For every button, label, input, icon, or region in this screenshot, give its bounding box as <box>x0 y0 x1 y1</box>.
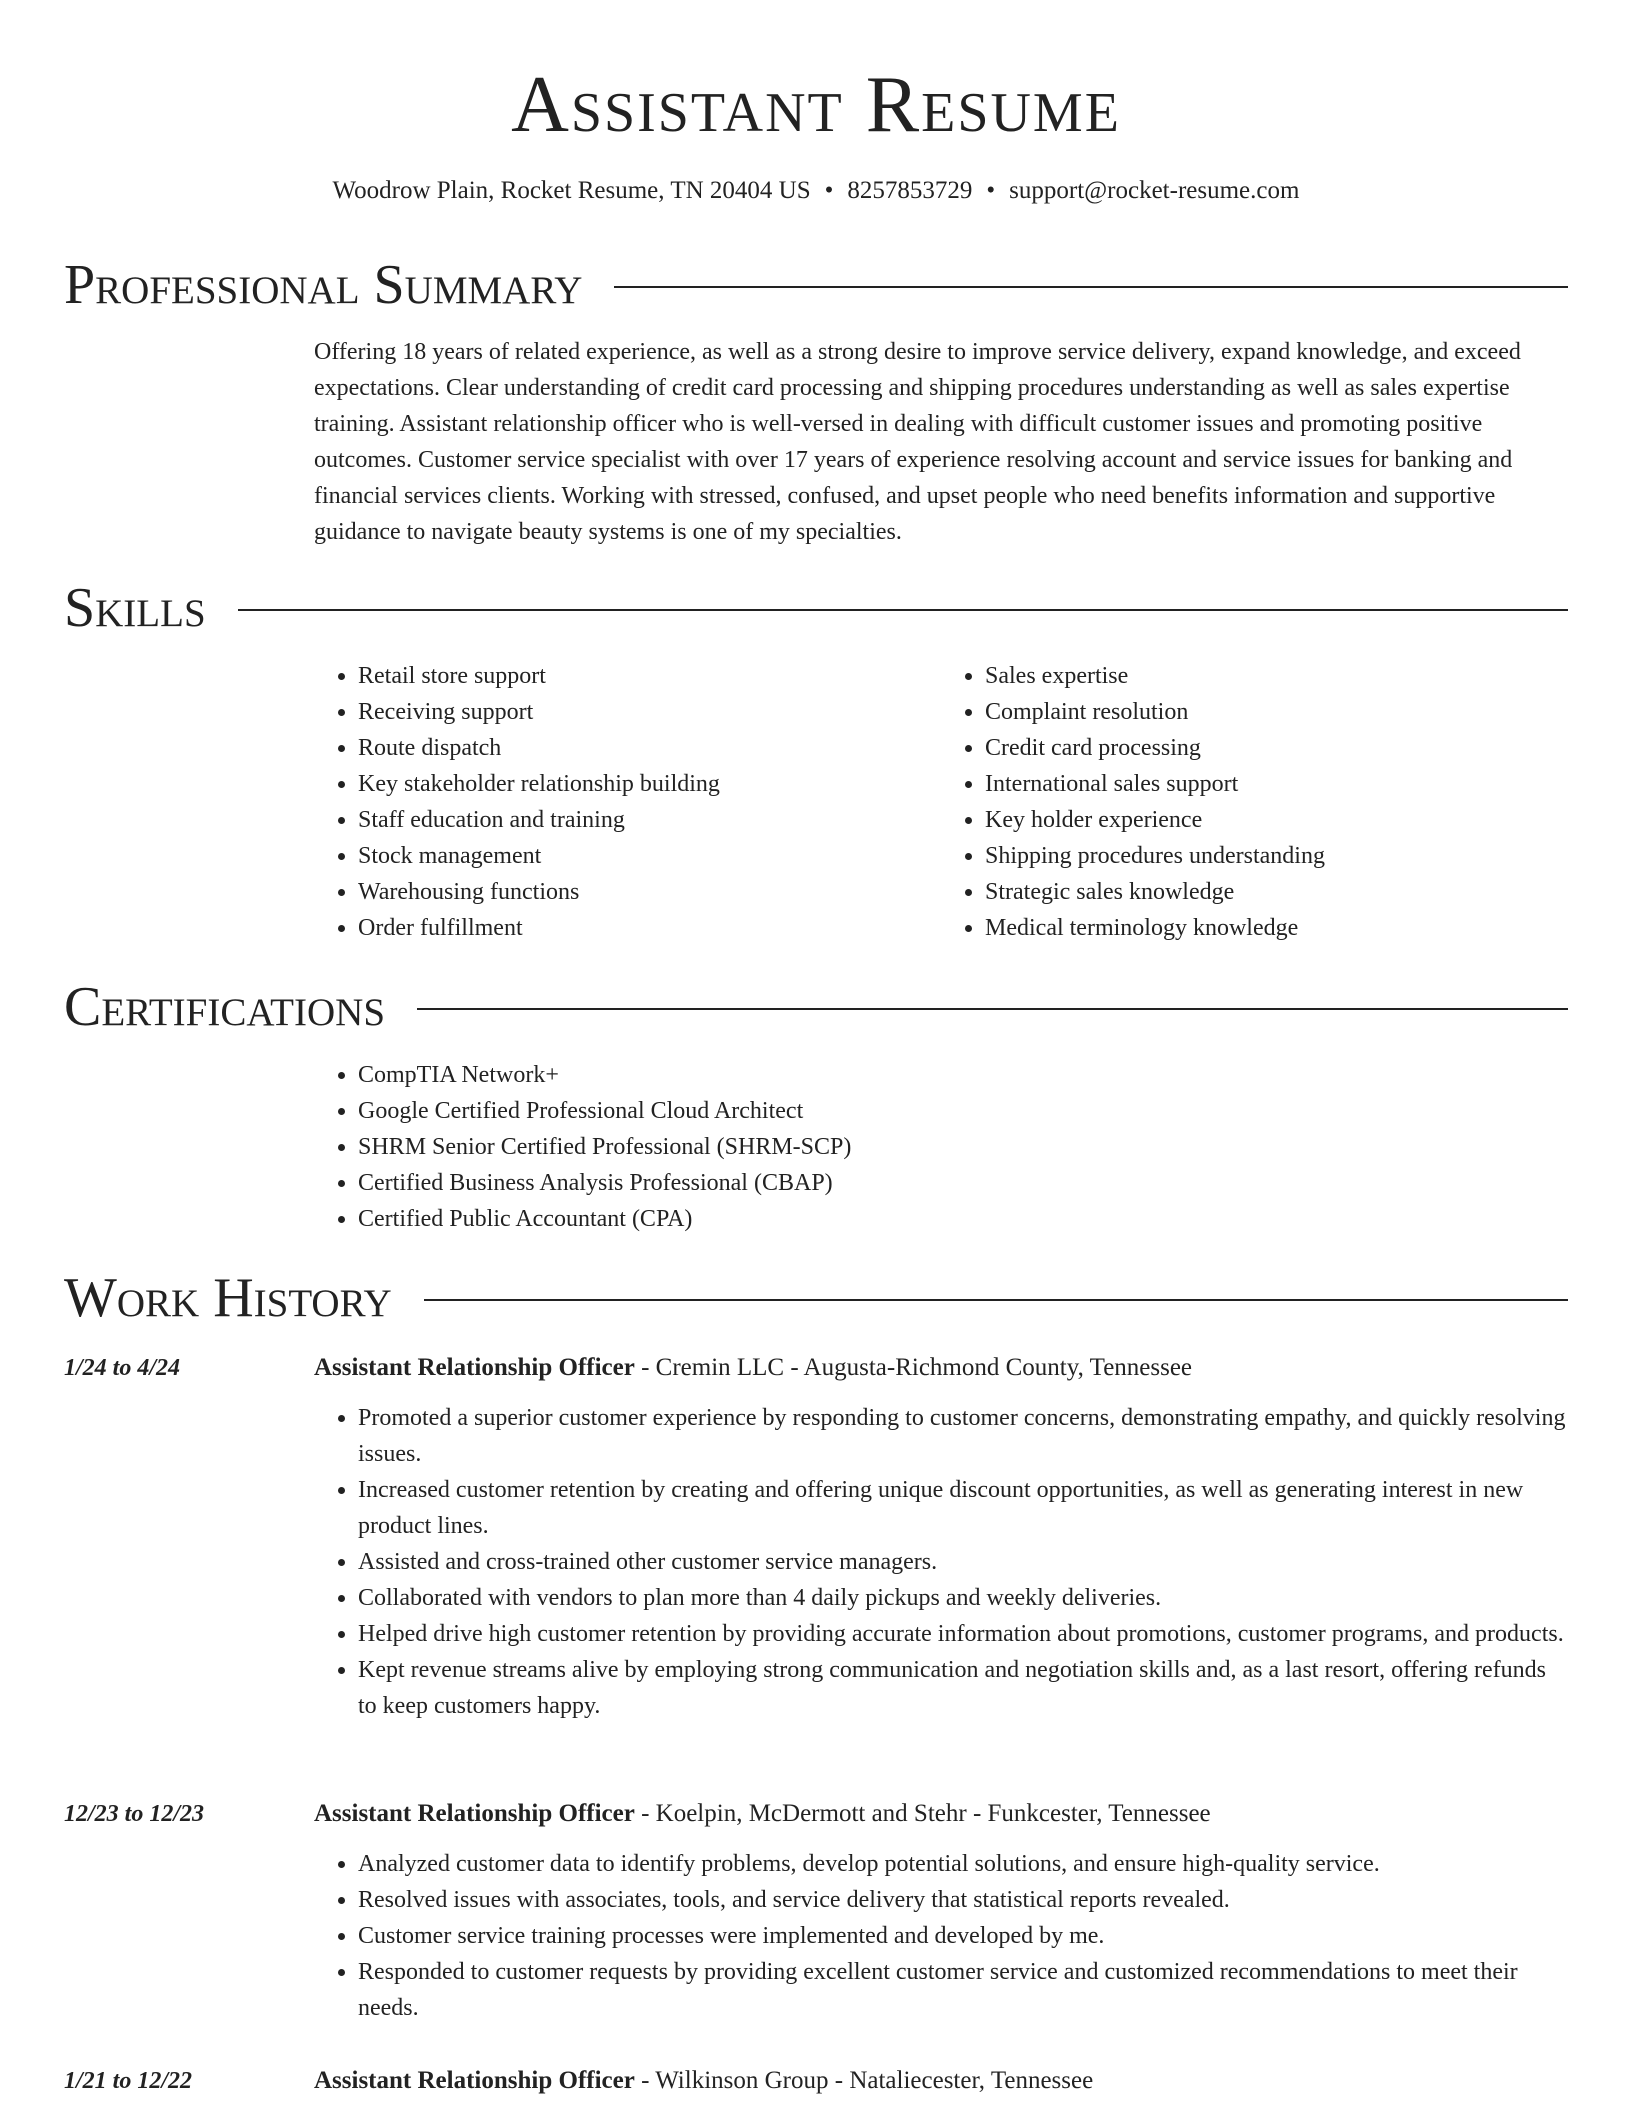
job-details: - Cremin LLC - Augusta-Richmond County, Tennessee <box>634 1354 1193 1381</box>
certification-item: • Certified Public Accountant (CPA) <box>358 1201 1568 1237</box>
contact-address: Woodrow Plain, Rocket Resume, TN 20404 US <box>332 177 811 204</box>
certification-item: • Google Certified Professional Cloud Architect <box>358 1093 1568 1129</box>
job-bullet: • Responded to customer requests by providing excellent customer service and customized recommendations to meet their needs. <box>358 1954 1568 2026</box>
skill-item: • Key holder experience <box>985 802 1568 838</box>
skills-column-left <box>314 658 941 946</box>
skill-item: • Medical terminology knowledge <box>985 910 1568 946</box>
job-details: - Wilkinson Group - Nataliecester, Tennessee <box>634 2067 1094 2094</box>
certification-item: • CompTIA Network+ <box>358 1057 1568 1093</box>
job-entry <box>314 2063 1568 2099</box>
skill-item: • Stock management <box>358 838 941 874</box>
section-divider <box>424 1299 1568 1301</box>
job-dates: 12/23 to 12/23 <box>64 1801 205 1827</box>
job-entry <box>314 1796 1568 2026</box>
skills-column-right <box>941 658 1568 946</box>
summary-text: Offering 18 years of related experience, as well as a strong desire to improve service delivery, expand knowledge, and exceed expectations. Clear understanding of credit card processing and shipping procedures understanding as well as sales expertise training. Assistant relationship officer who is well-versed in dealing with difficult customer issues and promoting positive outcomes. Customer service specialist with over 17 years of experience resolving account and service issues for banking and financial services clients. Working with stressed, confused, and upset people who need benefits information and supportive guidance to navigate beauty systems is one of my specialties. <box>314 339 1521 545</box>
certifications-heading: Certifications <box>64 976 386 1038</box>
job-bullet: • Increased customer retention by creating and offering unique discount opportunities, as well as generating interest in new product lines. <box>358 1472 1568 1544</box>
skill-item: • International sales support <box>985 766 1568 802</box>
summary-section-header <box>64 250 1568 320</box>
job-entry <box>314 1350 1568 1724</box>
job-bullet: • Promoted a superior customer experience by responding to customer concerns, demonstrating empathy, and quickly resolving issues. <box>358 1400 1568 1472</box>
skill-item: • Strategic sales knowledge <box>985 874 1568 910</box>
skill-item: • Credit card processing <box>985 730 1568 766</box>
skills-section-header <box>64 573 1568 643</box>
skill-item: • Complaint resolution <box>985 694 1568 730</box>
work-section-header <box>64 1263 1568 1333</box>
job-details: - Koelpin, McDermott and Stehr - Funkcester, Tennessee <box>634 1800 1211 1827</box>
skill-item: • Sales expertise <box>985 658 1568 694</box>
skills-list <box>314 658 1568 946</box>
job-title-line <box>314 1796 1568 1832</box>
skill-item: • Order fulfillment <box>358 910 941 946</box>
contact-separator: • <box>824 177 834 204</box>
section-divider <box>417 1008 1568 1010</box>
job-bullet-list <box>314 1846 1568 2026</box>
job-bullet: • Helped drive high customer retention by providing accurate information about promotions, customer programs, and products. <box>358 1616 1568 1652</box>
job-title-line <box>314 1350 1568 1386</box>
job-bullet: • Customer service training processes were implemented and developed by me. <box>358 1918 1568 1954</box>
certifications-list <box>314 1057 1568 1237</box>
section-divider <box>238 609 1568 611</box>
skill-item: • Shipping procedures understanding <box>985 838 1568 874</box>
resume-title: Assistant Resume <box>511 61 1121 149</box>
job-bullet: • Analyzed customer data to identify problems, develop potential solutions, and ensure high-quality service. <box>358 1846 1568 1882</box>
job-bullet: • Collaborated with vendors to plan more than 4 daily pickups and weekly deliveries. <box>358 1580 1568 1616</box>
job-role: Assistant Relationship Officer <box>314 1800 635 1827</box>
skill-item: • Key stakeholder relationship building <box>358 766 941 802</box>
contact-line <box>0 173 1632 209</box>
section-divider <box>614 286 1568 288</box>
summary-body <box>314 334 1568 550</box>
skill-item: • Route dispatch <box>358 730 941 766</box>
skill-item: • Retail store support <box>358 658 941 694</box>
skill-item: • Warehousing functions <box>358 874 941 910</box>
job-bullet-list <box>314 1400 1568 1724</box>
skill-item: • Staff education and training <box>358 802 941 838</box>
contact-phone: 8257853729 <box>847 177 973 204</box>
job-dates: 1/24 to 4/24 <box>64 1355 181 1381</box>
job-title-line <box>314 2063 1568 2099</box>
skill-item: • Receiving support <box>358 694 941 730</box>
certification-item: • SHRM Senior Certified Professional (SHRM-SCP) <box>358 1129 1568 1165</box>
contact-email[interactable]: support@rocket-resume.com <box>1009 177 1300 204</box>
job-role: Assistant Relationship Officer <box>314 2067 635 2094</box>
job-role: Assistant Relationship Officer <box>314 1354 635 1381</box>
summary-heading: Professional Summary <box>64 254 583 316</box>
job-bullet: • Assisted and cross-trained other customer service managers. <box>358 1544 1568 1580</box>
job-dates: 1/21 to 12/22 <box>64 2068 193 2094</box>
work-heading: Work History <box>64 1267 392 1329</box>
job-bullet: • Kept revenue streams alive by employing strong communication and negotiation skills and, as a last resort, offering refunds to keep customers happy. <box>358 1652 1568 1724</box>
job-bullet: • Resolved issues with associates, tools, and service delivery that statistical reports revealed. <box>358 1882 1568 1918</box>
contact-separator: • <box>986 177 996 204</box>
certifications-section-header <box>64 972 1568 1042</box>
skills-heading: Skills <box>64 577 206 639</box>
certification-item: • Certified Business Analysis Professional (CBAP) <box>358 1165 1568 1201</box>
